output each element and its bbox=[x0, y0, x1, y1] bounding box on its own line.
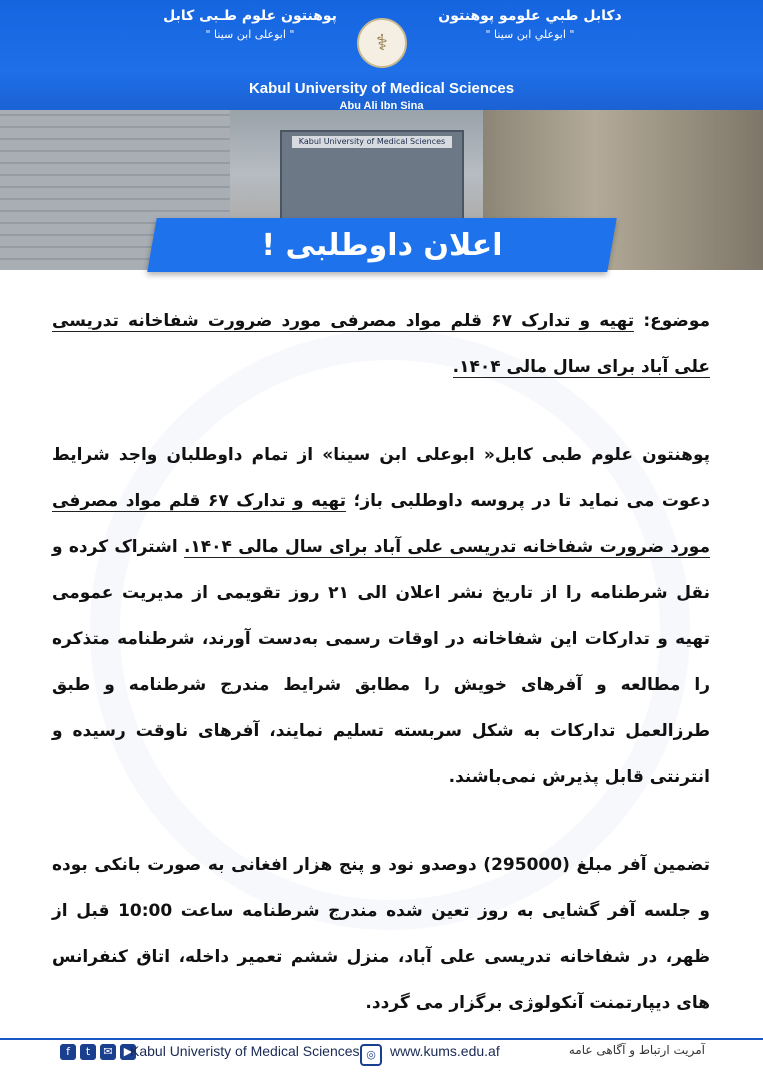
subject-label: موضوع: bbox=[643, 311, 711, 331]
paragraph-guarantee: تضمین آفر مبلغ (295000) دوصدو نود و پنج هزار افغانی به صورت بانکی بوده و جلسه آفر گشایی به روز تعین شده مندرج شرطنامه ساعت 10:00 قبل از ظهر، در شفاخانه تدریسی علی آباد، منزل ششم تعمیر داخله، اتاق کنفرانس های دیپارتمنت آنکولوژی برگزار می گردد. bbox=[52, 855, 710, 1013]
social-icons bbox=[60, 1044, 136, 1060]
paragraph-invitation-underlined: تهیه و تدارک ۶۷ قلم مواد مصرفی مورد ضرورت شفاخانه تدریسی علی آباد برای سال مالی ۱۴۰۴. bbox=[52, 491, 710, 557]
paragraph-invitation-part1: پوهنتون علوم طبی کابل« ابوعلی ابن سینا» از تمام داوطلبان واجد شرایط دعوت می نماید تا در پروسه داوطلبی باز؛ bbox=[52, 445, 710, 511]
header-title-pashto: دکابل طبي علومو پوهنتون bbox=[438, 8, 622, 24]
paragraph-invitation bbox=[52, 432, 710, 800]
footer-office-name: آمریت ارتباط و آگاهی عامه bbox=[568, 1043, 705, 1057]
footer-website-link[interactable]: www.kums.edu.af bbox=[390, 1043, 500, 1059]
building-sign: Kabul University of Medical Sciences bbox=[292, 136, 452, 148]
youtube-icon[interactable]: ▶ bbox=[120, 1044, 136, 1060]
subject-line bbox=[52, 298, 710, 390]
header-subtitle-english: Abu Ali Ibn Sina bbox=[339, 100, 424, 112]
announcement-body bbox=[52, 298, 710, 1026]
email-icon[interactable]: ✉ bbox=[100, 1044, 116, 1060]
university-seal-icon: ⚕ bbox=[357, 18, 407, 68]
paragraph-invitation-part2: اشتراک کرده و نقل شرطنامه را از تاریخ نشر اعلان الی ۲۱ روز تقویمی از مدیریت عمومی تهیه و تدارکات این شفاخانه در اوقات رسمی به‌دست آورند، شرطنامه متذکره را مطالعه و آفرهای خویش را مطابق شرایط مندرج شرطنامه و طبق طرزالعمل تدارکات به شکل سربسته تسلیم نمایند، آفرهای ناوقت رسیده و انترنتی قابل پذیرش نمی‌باشند. bbox=[52, 537, 710, 787]
twitter-icon[interactable]: t bbox=[80, 1044, 96, 1060]
subject-text: تهیه و تدارک ۶۷ قلم مواد مصرفی مورد ضرورت شفاخانه تدریسی علی آباد برای سال مالی ۱۴۰۴. bbox=[52, 311, 710, 377]
header-title-english: Kabul University of Medical Sciences bbox=[248, 80, 515, 97]
footer-university-name: Kabul Univeristy of Medical Sciences bbox=[130, 1043, 360, 1059]
header-subtitle-pashto: " ابوعلي ابن سينا " bbox=[485, 28, 575, 41]
facebook-icon[interactable]: f bbox=[60, 1044, 76, 1060]
header-title-dari: پوهنتون علوم طـبی کابل bbox=[163, 8, 337, 24]
header-subtitle-dari: " ابوعلی ابن سینا " bbox=[205, 28, 295, 41]
announcement-title: اعلان داوطلبی ! bbox=[261, 227, 503, 263]
globe-icon: ◎ bbox=[360, 1044, 382, 1066]
